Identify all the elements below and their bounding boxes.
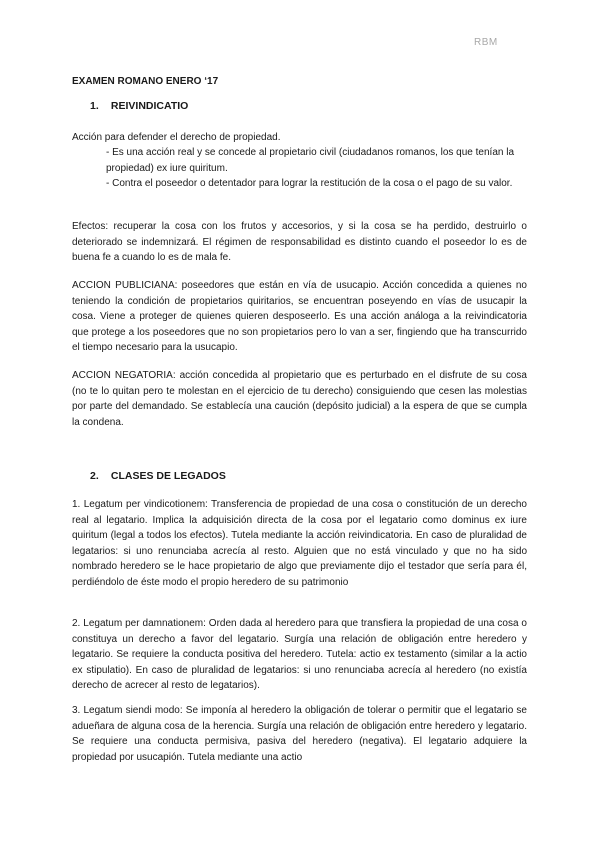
section-2-title: CLASES DE LEGADOS [110, 470, 226, 482]
section-1-heading [90, 100, 188, 112]
legado-item-3: 3. Legatum siendi modo: Se imponía al heredero la obligación de tolerar o permitir que el legatario se adueñara de alguna cosa de la herencia. Surgía una relación de obligación entre heredero y legatario. Se requiere una conducta permisiva, pasiva del heredero (negativa). El legatario adquiere la propiedad por usucapión. Tutela mediante una actio [72, 705, 527, 763]
section-1-title: REIVINDICATIO [110, 100, 189, 112]
section-1-intro: Acción para defender el derecho de propiedad. [72, 132, 281, 143]
section-1-number: 1. [90, 100, 99, 112]
legado-item-1: 1. Legatum per vindicotionem: Transferencia de propiedad de una cosa o constitución de un derecho real al legatario. Implica la adquisición directa de la cosa por el legatario como dominus ex iure quiritum (legal a todos los efectos). Tutela mediante la acción reivindicatoria. En caso de pluralidad de legatarios: si uno renunciaba acrecía al resto. Alguien que no está vinculado y que no ha sido nombrado heredero se le hace propietario de algo que previamente dijo el testador que sería para él, perdiéndolo de éste modo el propio heredero de su patrimonio [72, 499, 527, 588]
section-2-number: 2. [90, 470, 99, 482]
bullet-item: - Es una acción real y se concede al propietario civil (ciudadanos romanos, los que tenían la propiedad) ex iure quiritum. [106, 147, 515, 174]
negatoria-paragraph: ACCION NEGATORIA: acción concedida al propietario que es perturbado en el disfrute de su cosa (no te lo quitan pero te molestan en el ejercicio de tu derecho) consiguiendo que cesen las molestias por parte del demandado. Se establecía una caución (depósito judicial) a la espera de que se cumpla la condena. [72, 370, 527, 428]
publiciana-paragraph: ACCION PUBLICIANA: poseedores que están en vía de usucapio. Acción concedida a quienes no teniendo la condición de propietarios quiritarios, se encuentran poseyendo en vías de usucapir la cosa. Viene a proteger de quienes quieren desposeerlo. Es una acción análoga a la reivindicatoria que protege a los poseedores que no son propietarios pero lo van a ser, fingiendo que ha transcurrido el tiempo necesario para la usucapio. [72, 280, 527, 354]
header-initials: RBM [474, 37, 498, 48]
bullet-item: - Contra el poseedor o detentador para lograr la restitución de la cosa o el pago de su valor. [106, 178, 513, 190]
efectos-paragraph: Efectos: recuperar la cosa con los frutos y accesorios, y si la cosa se ha perdido, destruirlo o deteriorado se indemnizará. El régimen de responsabilidad es distinto cuando el poseedor lo es de buena fe a cuando lo es de mala fe. [72, 221, 527, 264]
legado-item-2: 2. Legatum per damnationem: Orden dada al heredero para que transfiera la propiedad de una cosa o constituya un derecho a favor del legatario. Surgía una relación de obligación entre heredero y legatario. Se requiere la conducta positiva del heredero. Tutela: actio ex testamento (similar a la actio ex stipulatio). En caso de pluralidad de legatarios: si uno renunciaba acrecía al heredero (no existía derecho de acrecer al resto de legatarios). [72, 618, 527, 692]
section-2-heading [90, 470, 226, 482]
section-1-bullet-list [106, 145, 527, 192]
document-title: EXAMEN ROMANO ENERO ‘17 [72, 76, 219, 87]
